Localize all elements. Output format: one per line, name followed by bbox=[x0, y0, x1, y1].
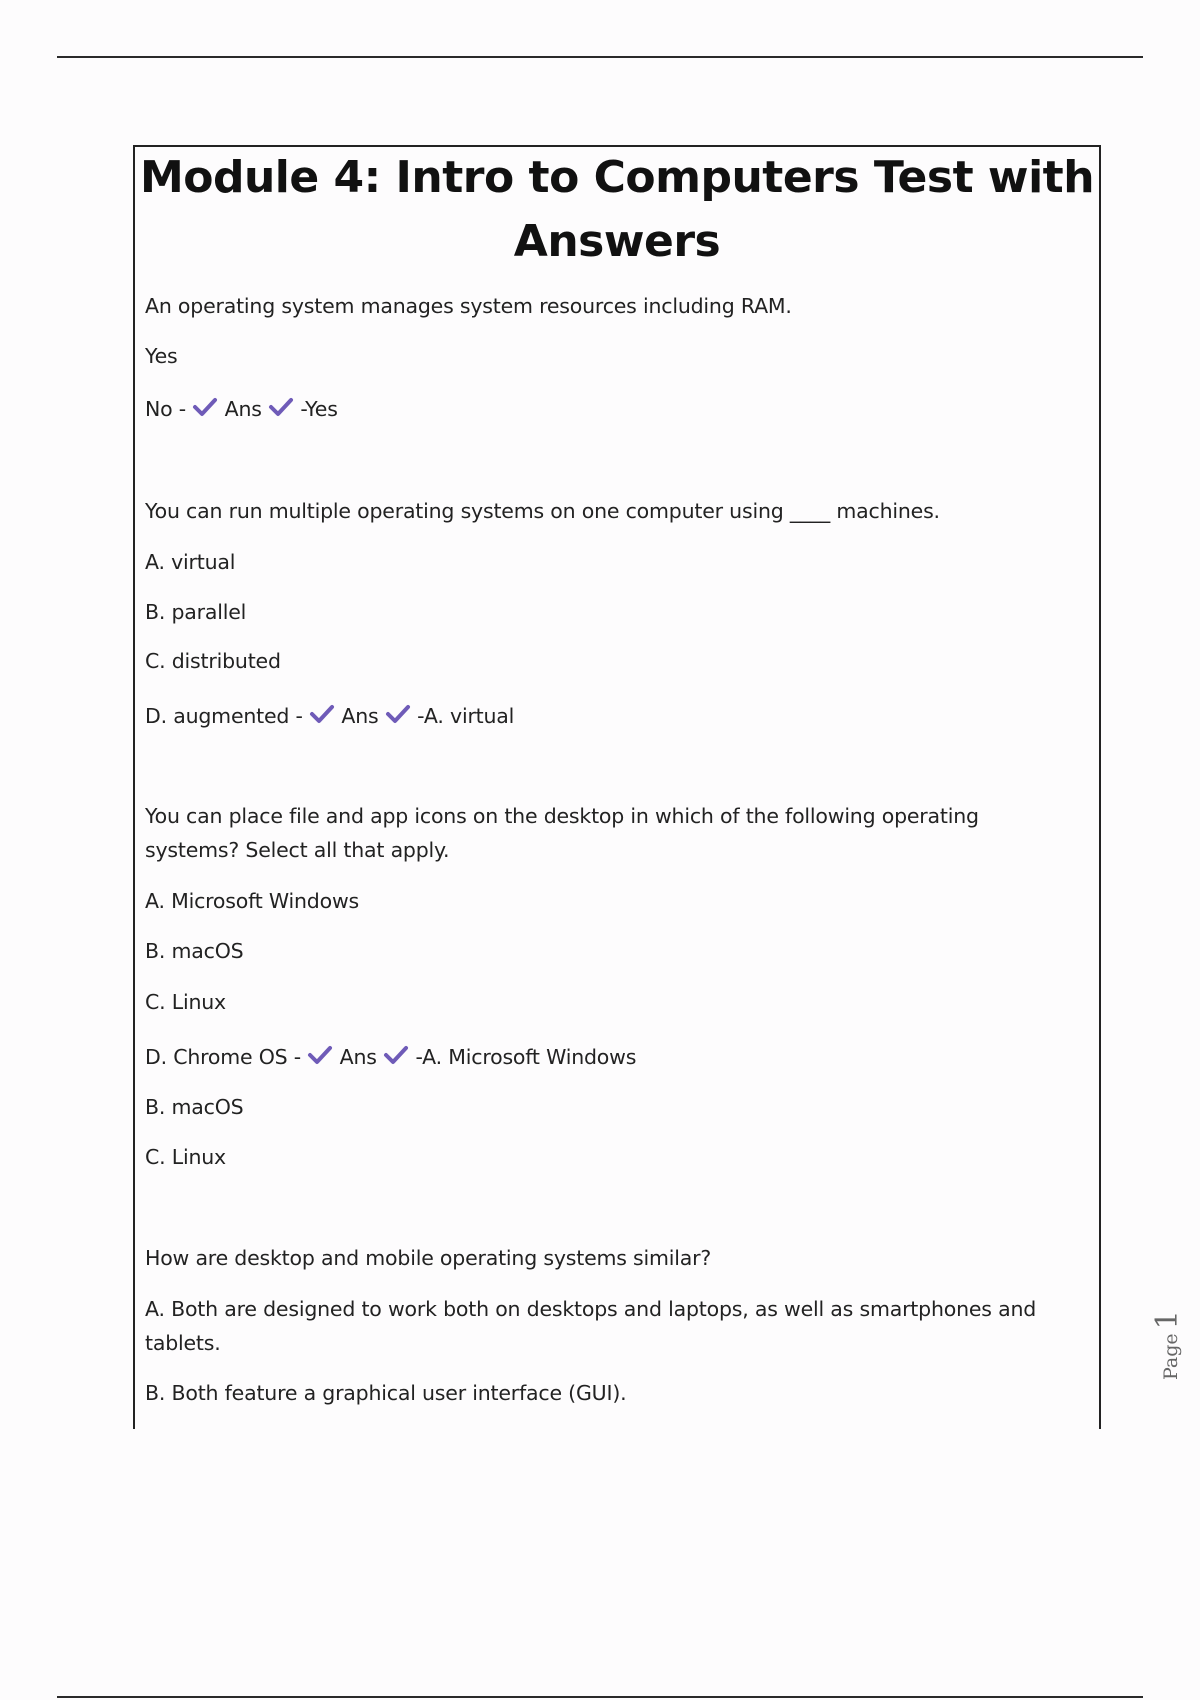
q3-answer-3: C. Linux bbox=[145, 1145, 226, 1169]
q2-answer: -A. virtual bbox=[417, 704, 515, 728]
q2-option-c: C. distributed bbox=[145, 649, 281, 673]
q1-option-no: No - bbox=[145, 397, 186, 421]
answer-label: Ans bbox=[339, 1045, 377, 1069]
q2-answer-row bbox=[145, 698, 514, 733]
header-rule bbox=[57, 56, 1143, 58]
q4-option-a-line-2: tablets. bbox=[145, 1331, 221, 1355]
checkmark-icon bbox=[309, 703, 335, 725]
q2-question: You can run multiple operating systems on one computer using ____ machines. bbox=[145, 499, 940, 523]
q3-answer-row bbox=[145, 1039, 636, 1074]
page-number bbox=[1150, 1310, 1185, 1380]
checkmark-icon bbox=[307, 1044, 333, 1066]
answer-label: Ans bbox=[224, 397, 262, 421]
q2-option-b: B. parallel bbox=[145, 600, 247, 624]
checkmark-icon bbox=[192, 396, 218, 418]
page-word: Page bbox=[1160, 1333, 1182, 1380]
title-line-2: Answers bbox=[513, 216, 721, 267]
q3-option-c: C. Linux bbox=[145, 990, 226, 1014]
q4-option-b: B. Both feature a graphical user interface (GUI). bbox=[145, 1381, 627, 1405]
q3-answer-1: -A. Microsoft Windows bbox=[415, 1045, 637, 1069]
q3-question-line-2: systems? Select all that apply. bbox=[145, 838, 450, 862]
q1-answer-row bbox=[145, 391, 338, 426]
q3-answer-2: B. macOS bbox=[145, 1095, 244, 1119]
q4-option-a-line-1: A. Both are designed to work both on desktops and laptops, as well as smartphones and bbox=[145, 1297, 1037, 1321]
q3-option-d: D. Chrome OS - bbox=[145, 1045, 302, 1069]
document-title bbox=[137, 146, 1097, 274]
q1-answer: -Yes bbox=[300, 397, 338, 421]
checkmark-icon bbox=[268, 396, 294, 418]
q3-question-line-1: You can place file and app icons on the desktop in which of the following operating bbox=[145, 804, 979, 828]
q3-option-a: A. Microsoft Windows bbox=[145, 889, 360, 913]
checkmark-icon bbox=[383, 1044, 409, 1066]
q4-question: How are desktop and mobile operating systems similar? bbox=[145, 1246, 712, 1270]
q2-option-a: A. virtual bbox=[145, 550, 236, 574]
page-number-value: 1 bbox=[1150, 1310, 1185, 1330]
title-line-1: Module 4: Intro to Computers Test with bbox=[139, 152, 1095, 203]
footer-rule bbox=[57, 1696, 1143, 1698]
q3-option-b: B. macOS bbox=[145, 939, 244, 963]
checkmark-icon bbox=[385, 703, 411, 725]
page-border bbox=[133, 145, 1101, 1429]
q1-option-yes: Yes bbox=[145, 344, 178, 368]
answer-label: Ans bbox=[341, 704, 379, 728]
q1-question: An operating system manages system resources including RAM. bbox=[145, 294, 792, 318]
q2-option-d: D. augmented - bbox=[145, 704, 303, 728]
